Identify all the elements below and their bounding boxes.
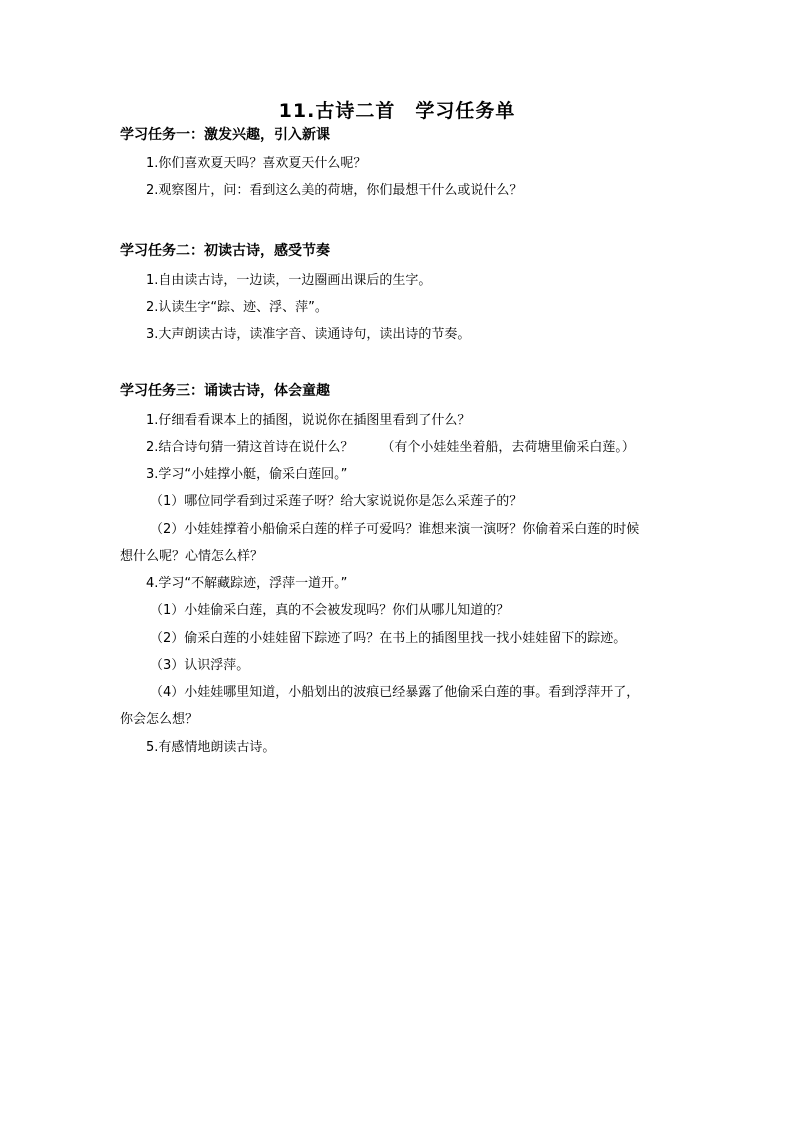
task2-item-2: 2.认读生字“踪、迹、浮、萍”。	[146, 300, 328, 315]
task3-item-3-sub-2-cont: 想什么呢？心情怎么样？	[120, 549, 264, 564]
task3-item-4-sub-4: （4）小娃娃哪里知道，小船划出的波痕已经暴露了他偷采白莲的事。看到浮萍开了，	[150, 685, 640, 700]
task3-item-4-sub-1: （1）小娃偷采白莲，真的不会被发现吗？你们从哪儿知道的？	[150, 603, 510, 618]
task3-heading: 学习任务三：诵读古诗，体会童趣	[120, 383, 330, 399]
page-title: 11.古诗二首 学习任务单	[278, 100, 516, 122]
task3-item-3-sub-2: （2）小娃娃撑着小船偷采白莲的样子可爱吗？谁想来演一演呀？你偷着采白莲的时候	[150, 522, 640, 537]
task1-heading: 学习任务一：激发兴趣，引入新课	[120, 127, 330, 143]
task3-item-4: 4.学习“不解藏踪迹，浮萍一道开。”	[146, 576, 348, 591]
task3-item-3: 3.学习“小娃撑小艇，偷采白莲回。”	[146, 467, 348, 482]
task3-item-2-answer: （有个小娃娃坐着船，去荷塘里偷采白莲。）	[381, 440, 635, 455]
task3-item-1: 1.仔细看看课本上的插图，说说你在插图里看到了什么？	[146, 413, 471, 428]
task2-heading: 学习任务二：初读古诗，感受节奏	[120, 243, 330, 259]
task3-item-2	[146, 438, 635, 458]
task3-item-5: 5.有感情地朗读古诗。	[146, 740, 276, 755]
task1-item-1: 1.你们喜欢夏天吗？喜欢夏天什么呢？	[146, 156, 367, 171]
task3-item-3-sub-1: （1）哪位同学看到过采莲子呀？给大家说说你是怎么采莲子的？	[150, 494, 523, 509]
task1-item-2: 2.观察图片，问：看到这么美的荷塘，你们最想干什么或说什么？	[146, 183, 523, 198]
task3-item-4-sub-2: （2）偷采白莲的小娃娃留下踪迹了吗？在书上的插图里找一找小娃娃留下的踪迹。	[150, 631, 627, 646]
task3-item-2-question: 2.结合诗句猜一猜这首诗在说什么？	[146, 440, 354, 455]
task3-item-4-sub-3: （3）认识浮萍。	[150, 658, 250, 673]
task3-item-4-sub-4-cont: 你会怎么想？	[120, 712, 199, 727]
task2-item-3: 3.大声朗读古诗，读准字音、读通诗句，读出诗的节奏。	[146, 327, 471, 342]
task2-item-1: 1.自由读古诗，一边读，一边圈画出课后的生字。	[146, 273, 432, 288]
